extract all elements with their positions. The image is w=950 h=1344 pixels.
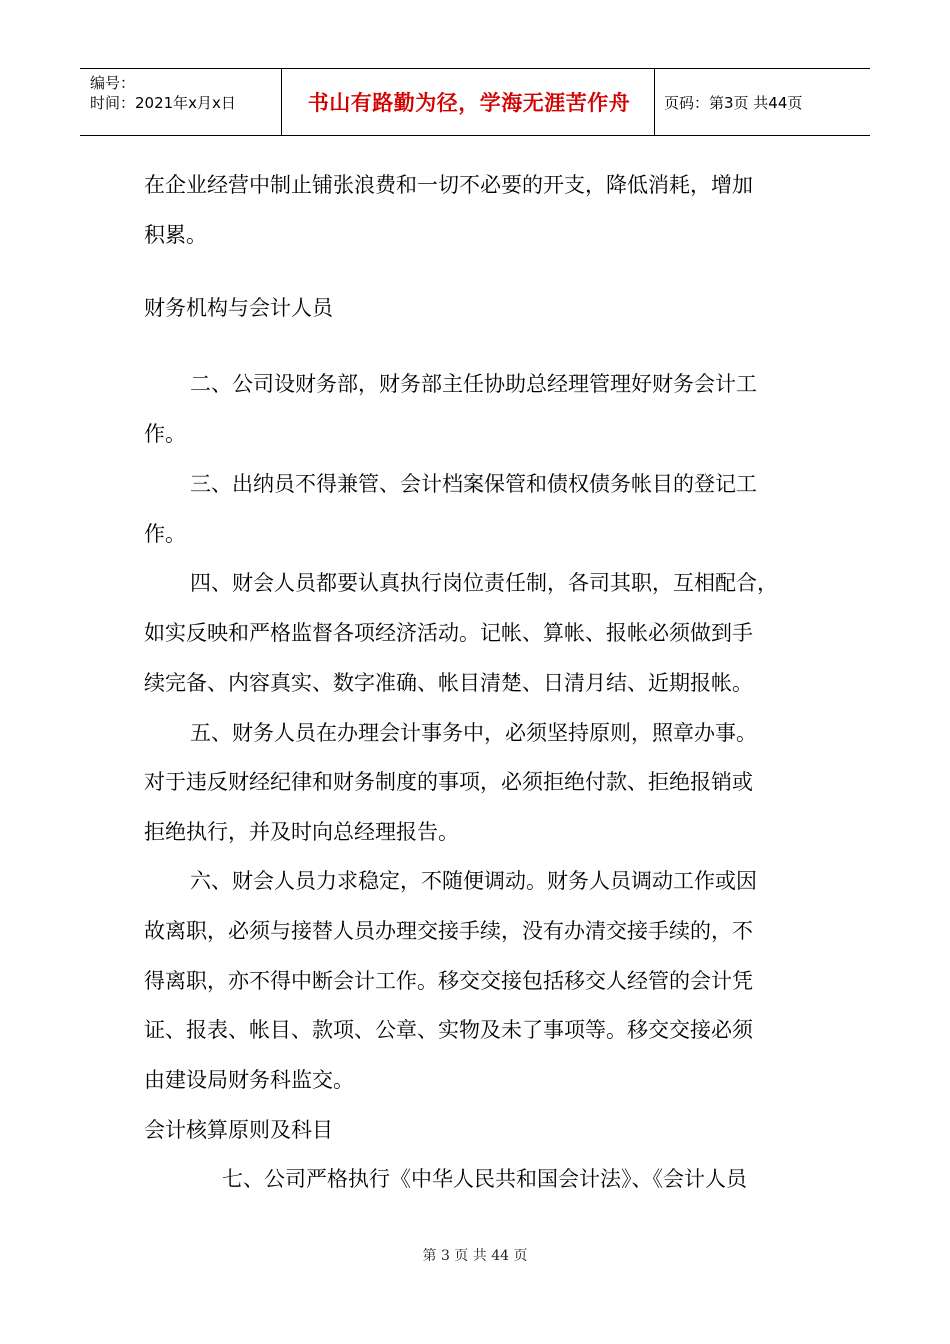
body-line: 作。 — [144, 422, 186, 446]
body-line-item-2: 二、公司设财务部，财务部主任协助总经理管理好财务会计工 — [190, 372, 757, 396]
body-line: 续完备、内容真实、数字准确、帐目清楚、日清月结、近期报帐。 — [144, 671, 753, 695]
body-line: 由建设局财务科监交。 — [144, 1068, 354, 1092]
header-page-info: 页码：第3页 共44页 — [664, 93, 803, 112]
body-line-item-3: 三、出纳员不得兼管、会计档案保管和债权债务帐目的登记工 — [190, 472, 757, 496]
body-line: 拒绝执行，并及时向总经理报告。 — [144, 820, 459, 844]
body-line: 对于违反财经纪律和财务制度的事项，必须拒绝付款、拒绝报销或 — [144, 770, 753, 794]
page-footer: 第 3 页 共 44 页 — [422, 1248, 528, 1264]
section-heading-finance: 财务机构与会计人员 — [144, 296, 333, 320]
time-label: 时间：2021年x月x日 — [90, 94, 236, 112]
header-divider — [281, 69, 282, 135]
header-motto: 书山有路勤为径，学海无涯苦作舟 — [307, 91, 631, 115]
body-line: 得离职，亦不得中断会计工作。移交交接包括移交人经管的会计凭 — [144, 969, 753, 993]
body-line-item-5: 五、财务人员在办理会计事务中，必须坚持原则，照章办事。 — [190, 721, 757, 745]
section-heading-accounting: 会计核算原则及科目 — [144, 1118, 333, 1142]
header-divider — [654, 69, 655, 135]
body-line: 如实反映和严格监督各项经济活动。记帐、算帐、报帐必须做到手 — [144, 621, 753, 645]
body-line-item-6: 六、财会人员力求稳定，不随便调动。财务人员调动工作或因 — [190, 869, 757, 893]
page-header — [80, 68, 870, 136]
body-line: 故离职，必须与接替人员办理交接手续，没有办清交接手续的，不 — [144, 919, 753, 943]
number-label: 编号： — [90, 74, 136, 92]
body-line-1: 在企业经营中制止铺张浪费和一切不必要的开支，降低消耗，增加 — [144, 173, 753, 197]
body-line-item-7: 七、公司严格执行《中华人民共和国会计法》、《会计人员 — [222, 1167, 747, 1191]
body-line-item-4: 四、财会人员都要认真执行岗位责任制，各司其职，互相配合， — [190, 571, 778, 595]
header-meta — [90, 73, 236, 113]
body-line: 作。 — [144, 522, 186, 546]
body-line-2: 积累。 — [144, 223, 207, 247]
body-line: 证、报表、帐目、款项、公章、实物及未了事项等。移交交接必须 — [144, 1018, 753, 1042]
